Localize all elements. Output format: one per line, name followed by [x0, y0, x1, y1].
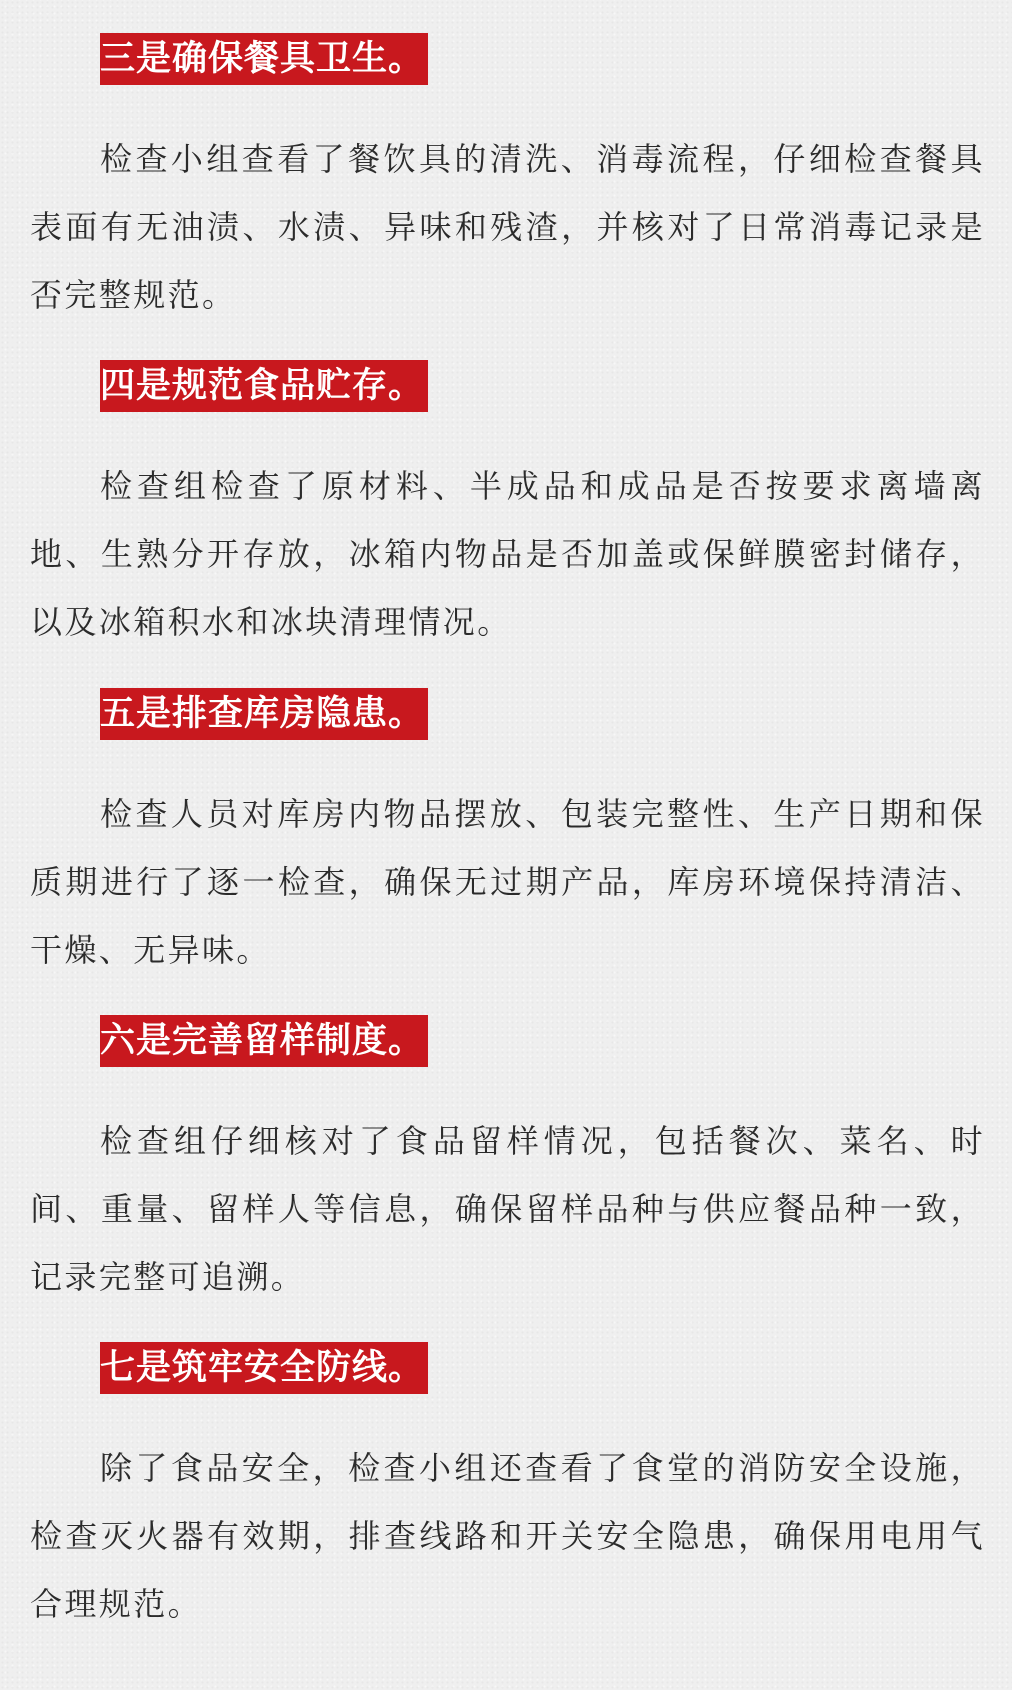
section-heading: 五是排查库房隐患。: [100, 688, 428, 740]
section-paragraph: 除了食品安全，检查小组还查看了食堂的消防安全设施，检查灭火器有效期，排查线路和开关安全隐患，确保用电用气合理规范。: [30, 1449, 985, 1623]
section-heading: 四是规范食品贮存。: [100, 360, 428, 412]
section-heading: 三是确保餐具卫生。: [100, 33, 428, 85]
section-paragraph: 检查组检查了原材料、半成品和成品是否按要求离墙离地、生熟分开存放，冰箱内物品是否加盖或保鲜膜密封储存，以及冰箱积水和冰块清理情况。: [30, 467, 985, 641]
section-paragraph: 检查小组查看了餐饮具的清洗、消毒流程，仔细检查餐具表面有无油渍、水渍、异味和残渣，并核对了日常消毒记录是否完整规范。: [30, 140, 985, 314]
section-heading: 七是筑牢安全防线。: [100, 1342, 428, 1394]
section-paragraph: 检查人员对库房内物品摆放、包装完整性、生产日期和保质期进行了逐一检查，确保无过期产品，库房环境保持清洁、干燥、无异味。: [30, 795, 985, 969]
section-heading: 六是完善留样制度。: [100, 1015, 428, 1067]
section-paragraph: 检查组仔细核对了食品留样情况，包括餐次、菜名、时间、重量、留样人等信息，确保留样品种与供应餐品种一致，记录完整可追溯。: [30, 1122, 985, 1296]
